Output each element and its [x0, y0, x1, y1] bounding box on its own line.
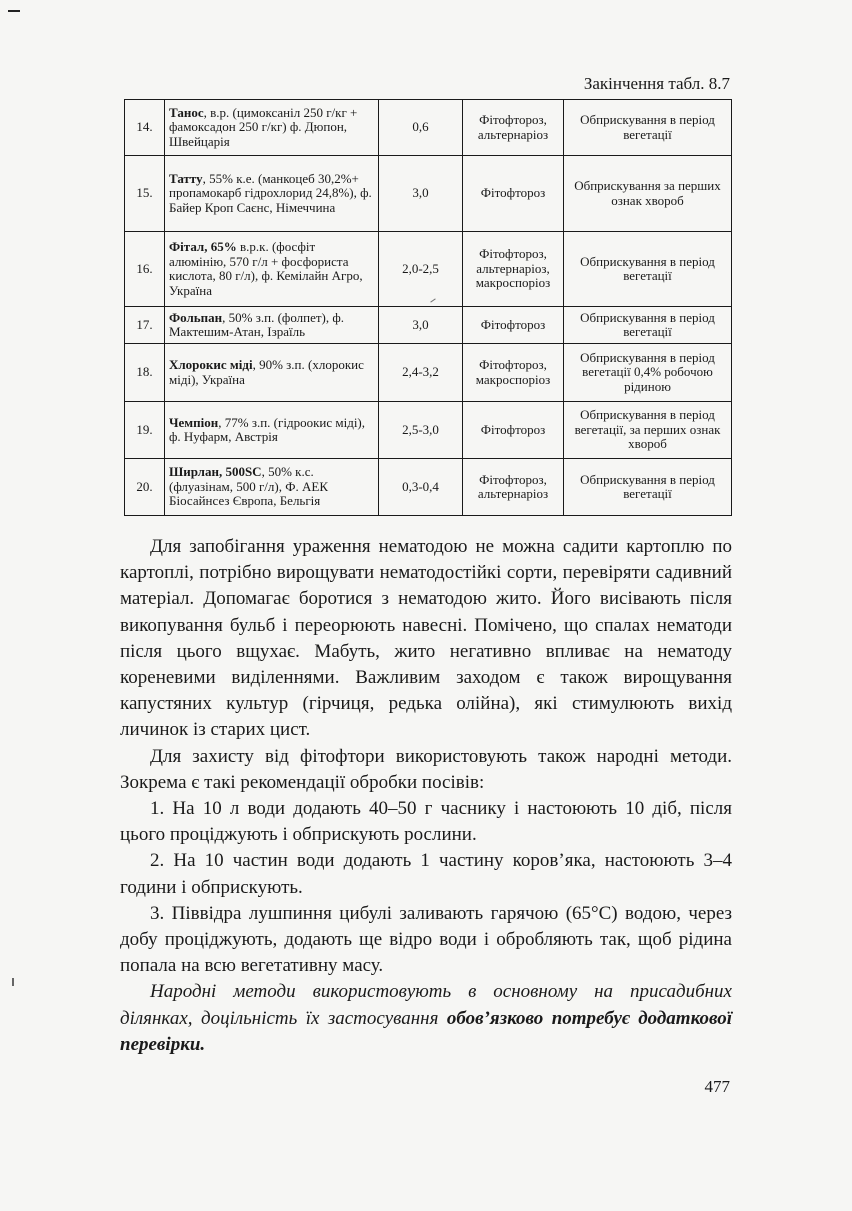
target-disease: Фітофтороз — [463, 156, 564, 232]
application-rate: 2,4-3,2 — [379, 344, 463, 402]
product-name — [165, 307, 379, 344]
product-name — [165, 344, 379, 402]
product-brand: Фітал, 65% — [169, 239, 237, 254]
product-brand: Чемпіон — [169, 414, 219, 430]
application-method: Обприскування в період вегетації — [564, 100, 732, 156]
target-disease: Фітофтороз, макроспоріоз — [463, 344, 564, 402]
application-rate: 0,3-0,4 — [379, 459, 463, 516]
target-disease: Фітофтороз, альтернаріоз — [463, 459, 564, 516]
page-number: 477 — [704, 1077, 730, 1096]
table-row — [125, 307, 732, 344]
paragraph-method-1: 1. На 10 л води додають 40–50 г часнику і настоюють 10 діб, після цього проціджують і обприскують рослини. — [120, 798, 732, 846]
product-brand: Хлорокис міді — [169, 357, 253, 372]
paragraph-nematode: Для запобігання ураження нематодою не можна садити картоплю по картоплі, потрібно вирощувати нематодостійкі сорти, перевіряти садивний матеріал. Допомагає боротися з нематодою жито. Його висівають після викопування бульб і переорюють навесні. Помічено, що спалах нематоди після цього вщухає. Мабуть, жито негативно впливає на нематоду кореневими виділеннями. Важливим заходом є також вирощування капустяних культур (гірчиця, редька олійна), які стимулюють вихід личинок із старих цист. — [120, 536, 732, 741]
product-brand: Фольпан — [169, 309, 223, 325]
product-name — [165, 459, 379, 516]
row-number: 20. — [125, 459, 165, 516]
paragraph-method-2: 2. На 10 частин води додають 1 частину коров’яка, настоюють 3–4 години і обприскують. — [120, 850, 732, 898]
row-number: 14. — [125, 100, 165, 156]
pesticide-table — [124, 99, 732, 516]
note-italic: Народні методи використовують в основному на присадибних ділянках, доцільність їх застосування — [120, 981, 732, 1029]
table-row — [125, 100, 732, 156]
row-number: 18. — [125, 344, 165, 402]
note-bold: обов’язково потребує додаткової перевірки. — [120, 1007, 732, 1055]
paragraph-folk-methods: Для захисту від фітофтори використовують також народні методи. Зокрема є такі рекомендації обробки посівів: — [120, 745, 732, 793]
application-method: Обприскування в період вегетації — [564, 459, 732, 516]
product-details: , 55% к.е. (манкоцеб 30,2%+ пропамокарб гідрохлорид 24,8%), ф. Байер Кроп Саєнс, Німеччина — [169, 170, 372, 215]
row-number: 16. — [125, 232, 165, 307]
product-brand: Ширлан, 500SC — [169, 464, 262, 480]
row-number: 19. — [125, 402, 165, 459]
row-number: 17. — [125, 307, 165, 344]
target-disease: Фітофтороз, альтернаріоз, макроспоріоз — [463, 232, 564, 307]
scan-mark — [12, 978, 14, 986]
product-name — [165, 100, 379, 156]
product-details: , 77% з.п. (гідроокис міді), ф. Нуфарм, Австрія — [169, 414, 366, 444]
application-method: Обприскування в період вегетації — [564, 307, 732, 344]
target-disease: Фітофтороз — [463, 402, 564, 459]
row-number: 15. — [125, 156, 165, 232]
application-method: Обприскування в період вегетації — [564, 232, 732, 307]
application-rate: 2,5-3,0 — [379, 402, 463, 459]
table-row — [125, 344, 732, 402]
table-row — [125, 402, 732, 459]
product-brand: Татту — [169, 170, 203, 186]
target-disease: Фітофтороз, альтернаріоз — [463, 100, 564, 156]
product-name — [165, 156, 379, 232]
product-details: , 50% з.п. (фолпет), ф. Мактешим-Атан, Ізраїль — [169, 309, 345, 339]
target-disease: Фітофтороз — [463, 307, 564, 344]
body-text — [120, 534, 732, 1058]
table-caption: Закінчення табл. 8.7 — [583, 74, 730, 93]
product-name — [165, 232, 379, 307]
table-row — [125, 459, 732, 516]
product-details: в.р.к. (фосфіт алюмінію, 570 г/л + фосфориста кислота, 80 г/л), ф. Кемілайн Агро, Україна — [169, 239, 363, 298]
product-details: , 50% к.с. (флуазінам, 500 г/л), Ф. АЕК Біосайнсез Європа, Бельгія — [169, 464, 328, 509]
application-method: Обприскування за перших ознак хвороб — [564, 156, 732, 232]
table-row — [125, 156, 732, 232]
product-brand: Танос — [169, 104, 204, 120]
application-method: Обприскування в період вегетації 0,4% робочою рідиною — [564, 344, 732, 402]
product-details: , 90% з.п. (хлорокис міді), Україна — [169, 357, 364, 387]
application-rate: 3,0 — [379, 307, 463, 344]
product-details: , в.р. (цимоксаніл 250 г/кг + фамоксадон 250 г/кг) ф. Дюпон, Швейцарія — [169, 104, 358, 149]
product-name — [165, 402, 379, 459]
application-rate: 0,6 — [379, 100, 463, 156]
paragraph-note — [120, 979, 732, 1058]
table-row — [125, 232, 732, 307]
application-method: Обприскування в період вегетації, за перших ознак хвороб — [564, 402, 732, 459]
paragraph-method-3: 3. Піввідра лушпиння цибулі заливають гарячою (65°С) водою, через добу проціджують, додають ще відро води і обробляють так, щоб рідина попала на всю вегетативну масу. — [120, 902, 732, 977]
application-rate: 2,0-2,5 — [379, 232, 463, 307]
application-rate: 3,0 — [379, 156, 463, 232]
scan-mark — [8, 10, 20, 12]
